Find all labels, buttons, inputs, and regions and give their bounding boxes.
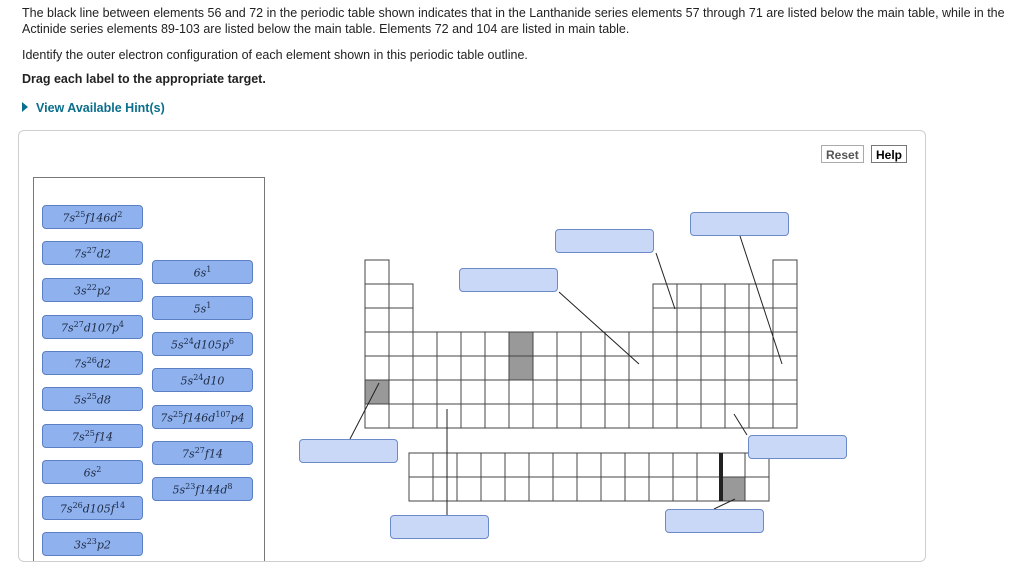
element-cell bbox=[749, 380, 773, 404]
element-cell bbox=[629, 404, 653, 428]
element-cell bbox=[389, 380, 413, 404]
label-chip[interactable] bbox=[152, 368, 253, 392]
label-chip[interactable] bbox=[42, 315, 143, 339]
chip-text: $3s^{23}p2$ bbox=[74, 536, 111, 552]
element-cell bbox=[509, 380, 533, 404]
label-chip[interactable] bbox=[42, 241, 143, 265]
element-cell bbox=[485, 356, 509, 380]
fblock-cell bbox=[721, 477, 745, 501]
chip-text: $5s^1$ bbox=[193, 300, 212, 316]
drop-target[interactable] bbox=[690, 212, 789, 236]
element-cell bbox=[701, 284, 725, 308]
element-cell bbox=[725, 284, 749, 308]
fblock-cell bbox=[505, 477, 529, 501]
element-cell bbox=[749, 284, 773, 308]
label-chip[interactable] bbox=[152, 405, 253, 429]
fblock-cell bbox=[625, 477, 649, 501]
element-cell bbox=[389, 404, 413, 428]
element-cell bbox=[413, 404, 437, 428]
element-cell bbox=[725, 332, 749, 356]
element-cell bbox=[485, 404, 509, 428]
element-cell bbox=[533, 356, 557, 380]
chip-text: $6s^2$ bbox=[83, 464, 102, 480]
element-cell bbox=[413, 356, 437, 380]
labeling-widget bbox=[18, 130, 926, 562]
element-cell bbox=[773, 308, 797, 332]
element-cell bbox=[773, 260, 797, 284]
element-cell bbox=[365, 332, 389, 356]
label-chip[interactable] bbox=[42, 532, 143, 556]
element-cell bbox=[701, 308, 725, 332]
element-cell bbox=[581, 380, 605, 404]
element-cell bbox=[653, 356, 677, 380]
expand-triangle-icon bbox=[22, 102, 28, 112]
element-cell bbox=[365, 308, 389, 332]
element-cell bbox=[677, 332, 701, 356]
element-cell bbox=[749, 356, 773, 380]
element-cell bbox=[749, 308, 773, 332]
chip-text: $5s^{23}f144d^8$ bbox=[172, 481, 233, 497]
view-hints-label: View Available Hint(s) bbox=[36, 101, 165, 115]
fblock-cell bbox=[697, 453, 721, 477]
label-chip[interactable] bbox=[152, 296, 253, 320]
element-cell bbox=[701, 356, 725, 380]
fblock-cell bbox=[529, 477, 553, 501]
fblock-cell bbox=[409, 453, 433, 477]
element-cell bbox=[365, 356, 389, 380]
element-cell bbox=[509, 356, 533, 380]
fblock-cell bbox=[745, 477, 769, 501]
element-cell bbox=[701, 380, 725, 404]
element-cell bbox=[533, 332, 557, 356]
element-cell bbox=[365, 404, 389, 428]
label-chip[interactable] bbox=[152, 332, 253, 356]
element-cell bbox=[365, 260, 389, 284]
element-cell bbox=[413, 332, 437, 356]
fblock-cell bbox=[457, 477, 481, 501]
element-cell bbox=[533, 380, 557, 404]
fblock-cell bbox=[433, 477, 457, 501]
fblock-cell bbox=[457, 453, 481, 477]
fblock-cell bbox=[649, 453, 673, 477]
label-chip[interactable] bbox=[42, 387, 143, 411]
view-hints-link[interactable] bbox=[22, 101, 165, 115]
label-chip[interactable] bbox=[42, 460, 143, 484]
element-cell bbox=[581, 356, 605, 380]
element-cell bbox=[701, 404, 725, 428]
fblock-cell bbox=[409, 477, 433, 501]
element-cell bbox=[485, 380, 509, 404]
fblock-cell bbox=[673, 453, 697, 477]
element-cell bbox=[629, 380, 653, 404]
chip-text: $7s^{25}f14$ bbox=[72, 428, 113, 444]
element-cell bbox=[725, 356, 749, 380]
element-cell bbox=[413, 380, 437, 404]
element-cell bbox=[725, 404, 749, 428]
element-cell bbox=[581, 404, 605, 428]
element-cell bbox=[557, 404, 581, 428]
element-cell bbox=[389, 308, 413, 332]
element-cell bbox=[701, 332, 725, 356]
drop-target[interactable] bbox=[299, 439, 398, 463]
label-chip[interactable] bbox=[42, 424, 143, 448]
fblock-cell bbox=[721, 453, 745, 477]
chip-text: $5s^{24}d105p^6$ bbox=[170, 336, 235, 352]
element-cell bbox=[605, 404, 629, 428]
element-cell bbox=[389, 284, 413, 308]
fblock-cell bbox=[553, 453, 577, 477]
element-cell bbox=[677, 284, 701, 308]
element-cell bbox=[749, 404, 773, 428]
element-cell bbox=[773, 356, 797, 380]
label-chip[interactable] bbox=[42, 278, 143, 302]
element-cell bbox=[485, 332, 509, 356]
element-cell bbox=[509, 404, 533, 428]
label-chip[interactable] bbox=[42, 351, 143, 375]
fblock-cell bbox=[649, 477, 673, 501]
chip-text: $7s^{26}d2$ bbox=[74, 355, 111, 371]
element-cell bbox=[653, 308, 677, 332]
drop-target[interactable] bbox=[390, 515, 489, 539]
element-cell bbox=[557, 332, 581, 356]
element-cell bbox=[653, 404, 677, 428]
fblock-cell bbox=[673, 477, 697, 501]
element-cell bbox=[677, 380, 701, 404]
element-cell bbox=[533, 404, 557, 428]
chip-text: $3s^{22}p2$ bbox=[74, 282, 111, 298]
element-cell bbox=[773, 404, 797, 428]
fblock-cell bbox=[505, 453, 529, 477]
element-cell bbox=[581, 332, 605, 356]
chip-text: $7s^{25}f146d^{107}p4$ bbox=[160, 409, 245, 425]
element-cell bbox=[437, 404, 461, 428]
element-cell bbox=[677, 404, 701, 428]
fblock-cell bbox=[601, 477, 625, 501]
element-cell bbox=[461, 356, 485, 380]
element-cell bbox=[629, 332, 653, 356]
drop-target[interactable] bbox=[459, 268, 558, 292]
element-cell bbox=[437, 332, 461, 356]
element-cell bbox=[557, 356, 581, 380]
element-cell bbox=[437, 380, 461, 404]
element-cell bbox=[461, 332, 485, 356]
element-cell bbox=[605, 356, 629, 380]
chip-text: $7s^{27}d2$ bbox=[74, 245, 111, 261]
element-cell bbox=[773, 332, 797, 356]
element-cell bbox=[365, 284, 389, 308]
fblock-cell bbox=[625, 453, 649, 477]
fblock-cell bbox=[481, 453, 505, 477]
element-cell bbox=[653, 332, 677, 356]
fblock-cell bbox=[577, 477, 601, 501]
element-cell bbox=[677, 308, 701, 332]
label-chip[interactable] bbox=[152, 477, 253, 501]
element-cell bbox=[437, 356, 461, 380]
element-cell bbox=[749, 332, 773, 356]
drop-target[interactable] bbox=[748, 435, 847, 459]
drop-target[interactable] bbox=[665, 509, 764, 533]
element-cell bbox=[389, 332, 413, 356]
chip-text: $7s^{25}f146d^2$ bbox=[62, 209, 123, 225]
element-cell bbox=[389, 356, 413, 380]
element-cell bbox=[725, 308, 749, 332]
label-chip[interactable] bbox=[42, 496, 143, 520]
drop-target[interactable] bbox=[555, 229, 654, 253]
element-cell bbox=[629, 356, 653, 380]
element-cell bbox=[653, 380, 677, 404]
fblock-cell bbox=[553, 477, 577, 501]
fblock-cell bbox=[697, 477, 721, 501]
element-cell bbox=[557, 380, 581, 404]
label-chip[interactable] bbox=[152, 441, 253, 465]
chip-text: $7s^{26}d105f^{14}$ bbox=[59, 500, 126, 516]
label-chip[interactable] bbox=[42, 205, 143, 229]
element-cell bbox=[725, 380, 749, 404]
chip-text: $5s^{25}d8$ bbox=[74, 391, 111, 407]
drag-instruction: Drag each label to the appropriate target. bbox=[22, 72, 266, 86]
element-cell bbox=[773, 284, 797, 308]
element-cell bbox=[677, 356, 701, 380]
element-cell bbox=[773, 380, 797, 404]
element-cell bbox=[461, 380, 485, 404]
reset-button[interactable]: Reset bbox=[821, 145, 864, 163]
help-button[interactable]: Help bbox=[871, 145, 907, 163]
element-cell bbox=[461, 404, 485, 428]
element-cell bbox=[365, 380, 389, 404]
chip-text: $7s^{27}d107p^4$ bbox=[60, 319, 125, 335]
intro-text: The black line between elements 56 and 72 in the periodic table shown indicates that in the Lanthanide series elements 57 through 71 are listed below the main table, while in the Actinide series elements 89-103 are listed below the main table. Elements 72 and 104 are listed in main table. bbox=[22, 6, 1005, 36]
element-cell bbox=[605, 380, 629, 404]
instruction-text: Identify the outer electron configuration of each element shown in this periodic table outline. bbox=[22, 48, 528, 62]
fblock-cell bbox=[529, 453, 553, 477]
chip-text: $5s^{24}d10$ bbox=[180, 372, 225, 388]
fblock-cell bbox=[433, 453, 457, 477]
fblock-cell bbox=[577, 453, 601, 477]
fblock-cell bbox=[601, 453, 625, 477]
chip-text: $7s^{27}f14$ bbox=[182, 445, 223, 461]
label-chip[interactable] bbox=[152, 260, 253, 284]
element-cell bbox=[509, 332, 533, 356]
chip-text: $6s^1$ bbox=[193, 264, 212, 280]
fblock-cell bbox=[481, 477, 505, 501]
